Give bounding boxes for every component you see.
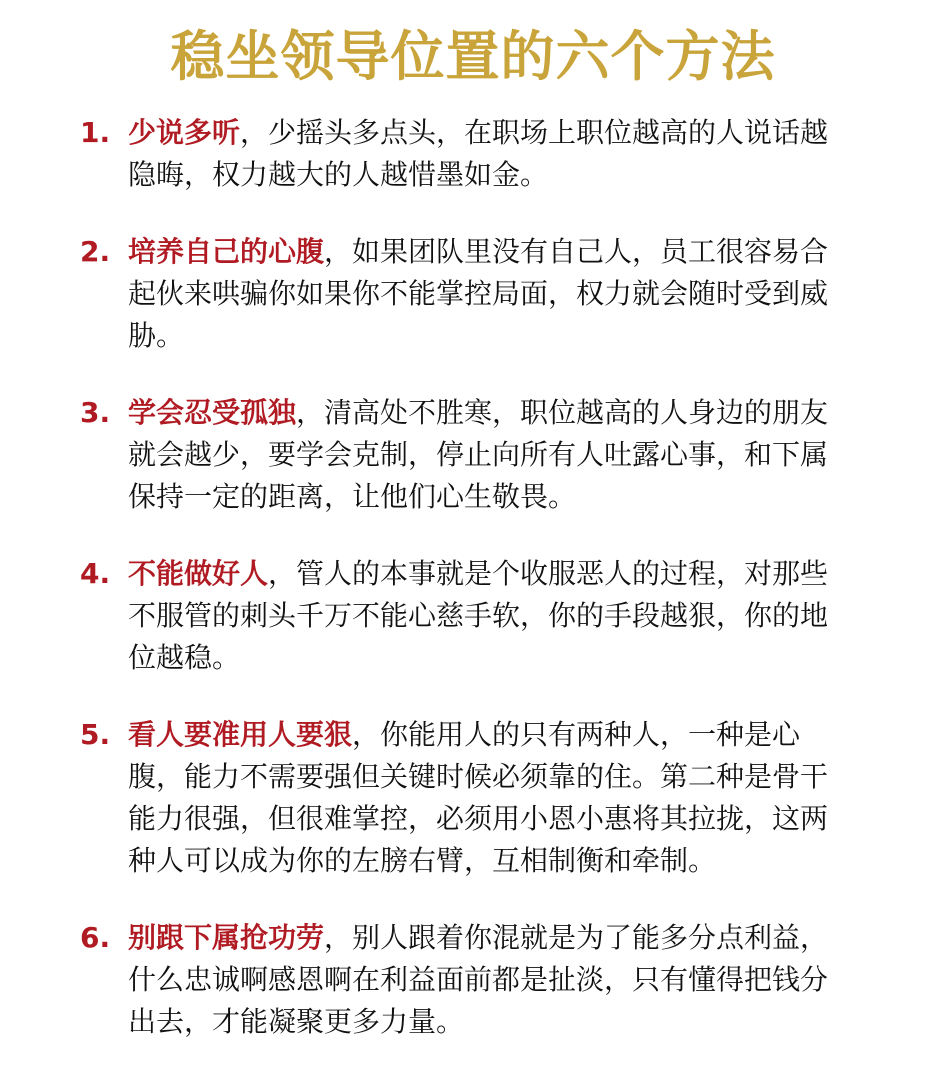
item-text bbox=[128, 112, 853, 196]
list-item-6 bbox=[80, 917, 880, 1043]
item-heading: 不能做好人 bbox=[128, 557, 269, 590]
list-item-4 bbox=[80, 553, 880, 679]
item-body: ，如果团队里没有自己人，员工很容易合起伙来哄骗你如果你不能掌控局面，权力就会随时受到威胁。 bbox=[128, 235, 829, 352]
method-list bbox=[80, 112, 880, 1078]
item-number: 4. bbox=[80, 557, 111, 590]
item-text bbox=[128, 392, 853, 518]
item-heading: 学会忍受孤独 bbox=[128, 396, 297, 429]
list-item-3 bbox=[80, 392, 880, 518]
list-item-1 bbox=[80, 112, 880, 196]
item-body: ，少摇头多点头，在职场上职位越高的人说话越隐晦，权力越大的人越惜墨如金。 bbox=[128, 116, 829, 191]
item-text bbox=[128, 917, 853, 1043]
item-heading: 看人要准用人要狠 bbox=[128, 718, 353, 751]
item-number: 5. bbox=[80, 718, 111, 751]
item-body: ，清高处不胜寒，职位越高的人身边的朋友就会越少，要学会克制，停止向所有人吐露心事，和下属保持一定的距离，让他们心生敬畏。 bbox=[128, 396, 829, 513]
item-number: 3. bbox=[80, 396, 111, 429]
list-item-5 bbox=[80, 714, 880, 882]
list-item-2 bbox=[80, 231, 880, 357]
item-number: 2. bbox=[80, 235, 111, 268]
item-text bbox=[128, 553, 853, 679]
item-number: 1. bbox=[80, 116, 111, 149]
item-text bbox=[128, 231, 853, 357]
item-body: ，你能用人的只有两种人，一种是心腹，能力不需要强但关键时候必须靠的住。第二种是骨干能力很强，但很难掌控，必须用小恩小惠将其拉拢，这两种人可以成为你的左膀右臂，互相制衡和牵制。 bbox=[128, 718, 829, 877]
item-heading: 少说多听 bbox=[128, 116, 241, 149]
page-title: 稳坐领导位置的六个方法 bbox=[170, 25, 776, 88]
item-heading: 别跟下属抢功劳 bbox=[128, 921, 325, 954]
item-body: ，别人跟着你混就是为了能多分点利益，什么忠诚啊感恩啊在利益面前都是扯淡，只有懂得把钱分出去，才能凝聚更多力量。 bbox=[128, 921, 829, 1038]
item-text bbox=[128, 714, 853, 882]
item-body: ，管人的本事就是个收服恶人的过程，对那些不服管的刺头千万不能心慈手软，你的手段越狠，你的地位越稳。 bbox=[128, 557, 829, 674]
item-number: 6. bbox=[80, 921, 111, 954]
item-heading: 培养自己的心腹 bbox=[128, 235, 325, 268]
